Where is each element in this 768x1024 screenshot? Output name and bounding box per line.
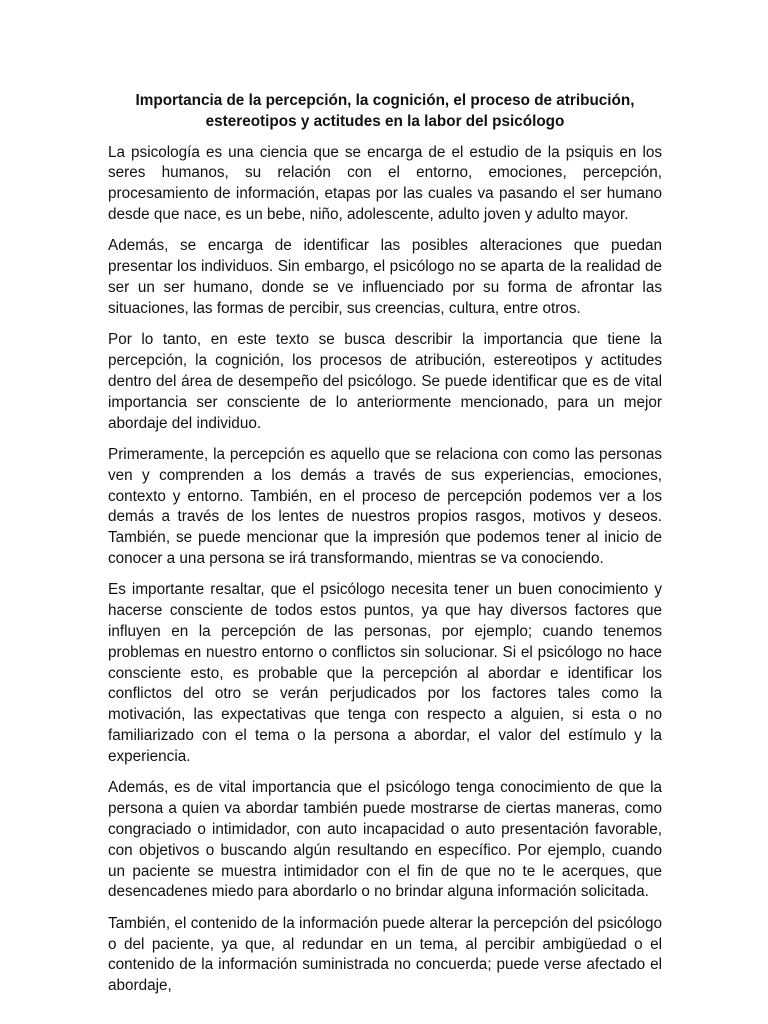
paragraph-6: Además, es de vital importancia que el psicólogo tenga conocimiento de que la persona a quien va abordar también puede mostrarse de ciertas maneras, como congraciado o intimidador, con auto incapacidad o auto presentación favorable, con objetivos o buscando algún resultando en específico. Por ejemplo, cuando un paciente se muestra intimidador con el fin de que no te le acerques, que desencadenes miedo para abordarlo o no brindar alguna información solicitada. (108, 779, 662, 901)
paragraph-5: Es importante resaltar, que el psicólogo necesita tener un buen conocimiento y hacerse consciente de todos estos puntos, ya que hay diversos factores que influyen en la percepción de las personas, por ejemplo; cuando tenemos problemas en nuestro entorno o conflictos sin solucionar. Si el psicólogo no hace consciente esto, es probable que la percepción al abordar e identificar los conflictos del otro se verán perjudicados por los factores tales como la motivación, las expectativas que tenga con respecto a alguien, si esta o no familiarizado con el tema o la persona a abordar, el valor del estímulo y la experiencia. (108, 581, 662, 765)
document-page (108, 0, 662, 997)
paragraph-3: Por lo tanto, en este texto se busca describir la importancia que tiene la percepción, la cognición, los procesos de atribución, estereotipos y actitudes dentro del área de desempeño del psicólogo. Se puede identificar que es de vital importancia ser consciente de lo anteriormente mencionado, para un mejor abordaje del individuo. (108, 331, 662, 432)
paragraph-2: Además, se encarga de identificar las posibles alteraciones que puedan presentar los individuos. Sin embargo, el psicólogo no se aparta de la realidad de ser un ser humano, donde se ve influenciado por su forma de afrontar las situaciones, las formas de percibir, sus creencias, cultura, entre otros. (108, 237, 662, 317)
document-title (108, 91, 662, 133)
paragraph-7: También, el contenido de la información puede alterar la percepción del psicólogo o del paciente, ya que, al redundar en un tema, al percibir ambigüedad o el contenido de la información suministrada no concuerda; puede verse afectado el abordaje, (108, 914, 662, 995)
paragraph-1: La psicología es una ciencia que se encarga de el estudio de la psiquis en los seres humanos, su relación con el entorno, emociones, percepción, procesamiento de información, etapas por las cuales va pasando el ser humano desde que nace, es un bebe, niño, adolescente, adulto joven y adulto mayor. (108, 143, 662, 223)
paragraph-4: Primeramente, la percepción es aquello que se relaciona con como las personas ven y comprenden a los demás a través de sus experiencias, emociones, contexto y entorno. También, en el proceso de percepción podemos ver a los demás a través de los lentes de nuestros propios rasgos, motivos y deseos. También, se puede mencionar que la impresión que podemos tener al inicio de conocer a una persona se irá transformando, mientras se va conociendo. (108, 446, 662, 567)
title-line-2: estereotipos y actitudes en la labor del psicólogo (205, 112, 565, 130)
title-line-1: Importancia de la percepción, la cognición, el proceso de atribución, (135, 92, 635, 109)
